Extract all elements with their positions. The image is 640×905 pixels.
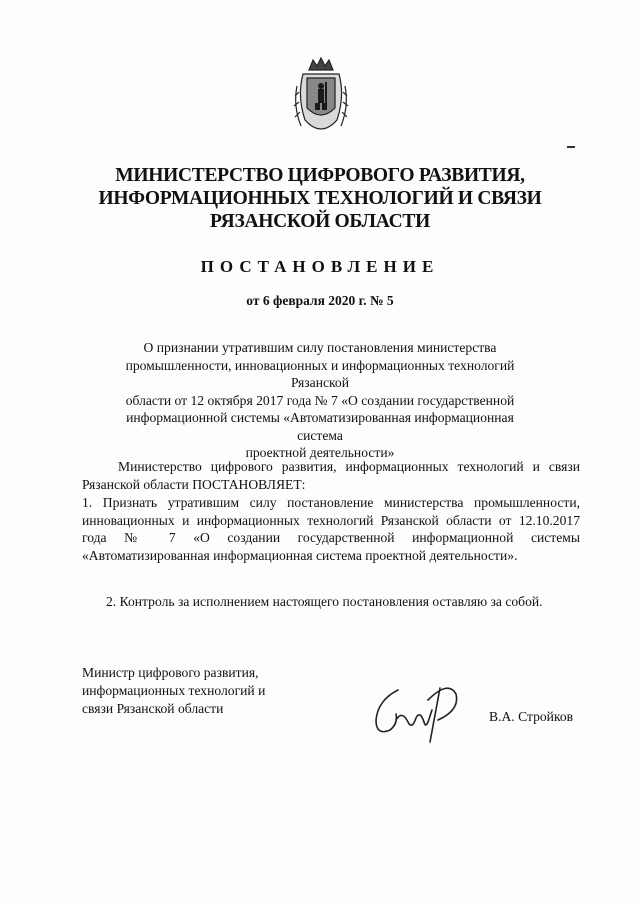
ministry-title-line: ИНФОРМАЦИОННЫХ ТЕХНОЛОГИЙ И СВЯЗИ bbox=[98, 188, 542, 209]
coat-of-arms-emblem bbox=[291, 56, 351, 140]
ministry-title bbox=[0, 164, 640, 233]
document-type: ПОСТАНОВЛЕНИЕ bbox=[200, 257, 440, 276]
margin-mark bbox=[567, 146, 575, 148]
item-2-paragraph: 2. Контроль за исполнением настоящего постановления оставляю за собой. bbox=[106, 594, 543, 609]
signatory-position bbox=[82, 664, 322, 718]
document-subject bbox=[118, 339, 522, 462]
signatory-position-line: Министр цифрового развития, bbox=[82, 665, 259, 680]
subject-line: проектной деятельности» bbox=[245, 445, 395, 460]
ministry-title-line: МИНИСТЕРСТВО ЦИФРОВОГО РАЗВИТИЯ, bbox=[115, 165, 525, 186]
subject-line: промышленности, инновационных и информационных технологий Рязанской bbox=[125, 357, 515, 390]
subject-line: О признании утратившим силу постановления министерства bbox=[143, 340, 497, 355]
handwritten-signature bbox=[368, 680, 472, 746]
intro-paragraph: Министерство цифрового развития, информационных технологий и связи Рязанской области ПОСТАНОВЛЯЕТ: bbox=[82, 459, 580, 492]
signatory-position-line: информационных технологий и bbox=[82, 683, 266, 698]
item-1-paragraph: 1. Признать утратившим силу постановление министерства промышленности, инновационных и информационных технологий Рязанской области от 12.10.2017 года № 7 «О создании государственной информационной системы «Автоматизированная информационная система проектной деятельности». bbox=[82, 495, 580, 563]
signatory-position-line: связи Рязанской области bbox=[82, 701, 224, 716]
subject-line: информационной системы «Автоматизированная информационная система bbox=[126, 410, 514, 443]
ministry-title-line: РЯЗАНСКОЙ ОБЛАСТИ bbox=[210, 211, 430, 232]
document-date-number: от 6 февраля 2020 г. № 5 bbox=[246, 293, 394, 308]
signatory-name: В.А. Стройков bbox=[489, 709, 574, 724]
subject-line: области от 12 октября 2017 года № 7 «О создании государственной bbox=[125, 392, 515, 408]
